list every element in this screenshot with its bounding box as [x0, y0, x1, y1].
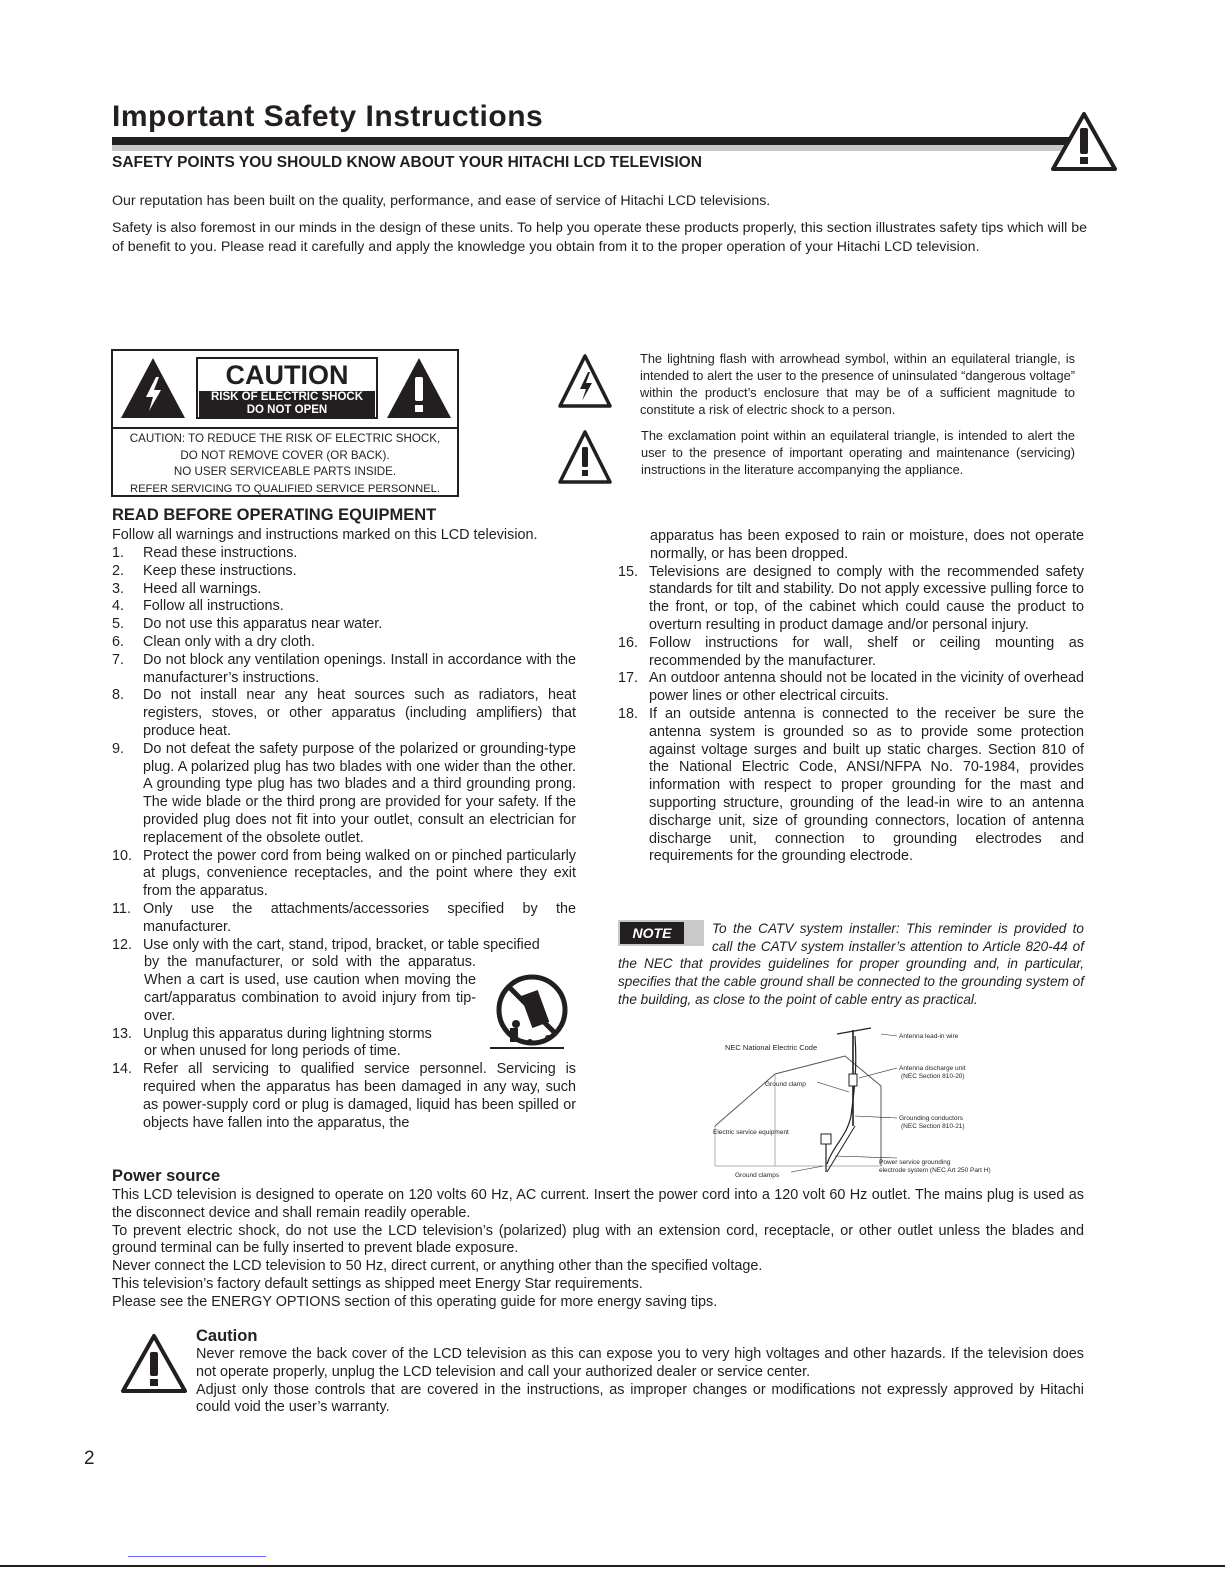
item-text: If an outside antenna is connected to the receiver be sure the antenna system is grounded so as to provide some protection against voltage surges and built up static charges. Section 810 of the National Electric Code, ANSI/NFPA No. 70-1984, provides information with respect to proper grounding for the mast and supporting structure, grounding of the lead-in wire to an antenna discharge unit, size of grounding connectors, location of antenna discharge unit, connection to grounding electrodes and requirements for the grounding electrode. — [649, 705, 1084, 865]
item-text: Unplug this apparatus during lightning storms — [143, 1025, 432, 1042]
item-number: 16. — [618, 634, 639, 651]
list-item — [112, 545, 576, 563]
list-item — [112, 687, 576, 740]
item-number: 10. — [112, 847, 133, 864]
caution-word: CAUTION — [225, 360, 349, 390]
power-line: This television’s factory default settings as shipped meet Energy Star requirements. — [112, 1275, 643, 1292]
caution-heading: Caution — [196, 1327, 258, 1345]
caution-word-box — [196, 357, 378, 419]
item-number: 8. — [112, 687, 125, 704]
caution-line: DO NOT REMOVE COVER (OR BACK). — [180, 448, 390, 462]
list-item — [112, 634, 576, 652]
power-line: Never connect the LCD television to 50 Hz, direct current, or anything other than the specified voltage. — [112, 1258, 763, 1275]
item-number: 3. — [112, 580, 125, 597]
list-item — [112, 616, 576, 634]
exclamation-symbol-icon — [557, 428, 613, 486]
list-item — [618, 564, 1084, 635]
list-item — [618, 706, 1084, 866]
item-text-continued: by the manufacturer, or sold with the apparatus. When a cart is used, use caution when moving the cart/apparatus combination to avoid injury from tip-over. — [144, 954, 476, 1024]
item-number: 13. — [112, 1025, 133, 1042]
warning-triangle-icon — [1050, 110, 1118, 172]
section-heading: READ BEFORE OPERATING EQUIPMENT — [112, 506, 437, 524]
instruction-list-continued — [618, 528, 1084, 866]
page-title: Important Safety Instructions — [112, 100, 544, 133]
item-text-continued: apparatus has been exposed to rain or moisture, does not operate normally, or has been dropped. — [650, 528, 1084, 562]
warning-triangle-icon — [120, 1332, 188, 1394]
item-text: Refer all servicing to qualified service personnel. Servicing is required when the apparatus has been damaged in any way, such as power-supply cord or plug is damaged, liquid has been spilled or objects have fallen into the apparatus, the — [143, 1061, 576, 1131]
intro-paragraph: Safety is also foremost in our minds in the design of these units. To help you operate these products properly, this section illustrates safety tips which will be of benefit to you. Please read it carefully and apply the knowledge you obtain from it to the proper operation of your Hitachi LCD television. — [112, 220, 1087, 255]
caution-line: NO USER SERVICEABLE PARTS INSIDE. — [173, 465, 397, 478]
caution-text — [196, 1346, 1084, 1417]
list-item — [112, 598, 576, 616]
diagram-label: Power service grounding — [879, 1159, 951, 1166]
item-text: Do not install near any heat sources such as radiators, heat registers, stoves, or other apparatus (including amplifiers) that produce heat. — [143, 687, 576, 739]
title-rule-shadow — [112, 145, 1072, 151]
item-text: Read these instructions. — [143, 545, 298, 561]
diagram-label: NEC National Electric Code — [725, 1043, 818, 1052]
item-text: Clean only with a dry cloth. — [143, 633, 315, 650]
diagram-label: electrode system (NEC Art 250 Part H) — [879, 1167, 991, 1174]
list-item — [112, 563, 576, 581]
note-badge-label: NOTE — [620, 922, 684, 944]
risk-line: RISK OF ELECTRIC SHOCK — [210, 391, 364, 403]
item-text: Protect the power cord from being walked on or pinched particularly at plugs, convenience receptacles, and the point where they exit from the apparatus. — [143, 847, 576, 900]
lightning-symbol-text: The lightning flash with arrowhead symbol, within an equilateral triangle, is intended to alert the user to the presence of uninsulated “dangerous voltage” within the product’s enclosure that may be of a sufficient magnitude to constitute a risk of electric shock to a person. — [640, 351, 1075, 417]
footer-link-line — [128, 1556, 266, 1557]
list-item — [112, 652, 576, 688]
bottom-rule — [0, 1565, 1225, 1567]
diagram-label: Ground clamps — [735, 1172, 780, 1179]
list-item — [112, 901, 576, 937]
list-item — [618, 635, 1084, 671]
lightning-symbol-icon — [557, 352, 613, 410]
diagram-label: Grounding conductors — [899, 1115, 963, 1122]
note-badge — [618, 920, 704, 946]
item-number: 1. — [112, 545, 125, 561]
diagram-label: Antenna discharge unit — [899, 1065, 966, 1072]
item-number: 9. — [112, 740, 125, 757]
cart-tip-over-warning-icon — [490, 972, 568, 1054]
item-text: Use only with the cart, stand, tripod, bracket, or table specified — [143, 936, 540, 953]
item-text: Only use the attachments/accessories specified by the manufacturer. — [143, 900, 576, 935]
caution-line: CAUTION: TO REDUCE THE RISK OF ELECTRIC SHOCK, — [129, 432, 441, 445]
risk-line: DO NOT OPEN — [246, 404, 328, 416]
caution-line: REFER SERVICING TO QUALIFIED SERVICE PERSONNEL. — [129, 482, 440, 495]
item-number: 5. — [112, 616, 125, 633]
diagram-label: (NEC Section 810-21) — [901, 1123, 965, 1130]
list-item — [112, 581, 576, 599]
item-number: 7. — [112, 651, 125, 668]
item-text: Follow all instructions. — [143, 598, 284, 615]
catv-note — [618, 920, 1084, 1009]
lightning-warning-icon — [119, 355, 187, 421]
caution-label — [111, 349, 459, 497]
list-item — [618, 670, 1084, 706]
item-text: An outdoor antenna should not be located in the vicinity of overhead power lines or other electrical circuits. — [649, 670, 1084, 705]
section-lead: Follow all warnings and instructions marked on this LCD television. — [112, 527, 538, 543]
antenna-grounding-diagram — [705, 1026, 995, 1182]
caution-paragraph: Never remove the back cover of the LCD television as this can expose you to very high voltages and other hazards. If the television does not operate properly, unplug the LCD television and call your authorized dealer or service center. — [196, 1346, 1084, 1380]
power-line: This LCD television is designed to operate on 120 volts 60 Hz, AC current. Insert the power cord into a 120 volt 60 Hz outlet. The mains plug is used as the disconnect device and shall remain readily operable. — [112, 1187, 1084, 1221]
diagram-label: Ground clamp — [765, 1081, 806, 1088]
item-number: 15. — [618, 563, 639, 580]
item-text: Do not use this apparatus near water. — [143, 616, 383, 633]
subtitle: SAFETY POINTS YOU SHOULD KNOW ABOUT YOUR HITACHI LCD TELEVISION — [112, 154, 702, 171]
item-text: Follow instructions for wall, shelf or ceiling mounting as recommended by the manufacturer. — [649, 634, 1084, 669]
exclamation-symbol-text: The exclamation point within an equilateral triangle, is intended to alert the user to the presence of important operating and maintenance (servicing) instructions in the literature accompanying the appliance. — [641, 428, 1075, 477]
list-item — [112, 741, 576, 848]
item-number: 11. — [112, 900, 131, 917]
title-rule — [112, 137, 1072, 145]
item-text: Televisions are designed to comply with the recommended safety standards for tilt and stability. Do not apply excessive pulling force to the front, or top, of the cabinet which could cause the product to overturn resulting in product damage and/or personal injury. — [649, 563, 1084, 633]
item-text: Keep these instructions. — [143, 562, 297, 579]
list-item — [112, 1061, 576, 1132]
power-line: To prevent electric shock, do not use the LCD television’s (polarized) plug with an extension cord, receptacle, or other outlet unless the blades and ground terminal can be fully inserted to prevent blade exposure. — [112, 1222, 1084, 1257]
diagram-label: Electric service equipment — [713, 1129, 789, 1136]
item-number: 6. — [112, 633, 125, 650]
caution-paragraph: Adjust only those controls that are covered in the instructions, as improper changes or modifications not expressly approved by Hitachi could void the user’s warranty. — [196, 1381, 1084, 1416]
list-item — [112, 937, 576, 955]
risk-banner — [199, 391, 375, 417]
item-text-continued: or when unused for long periods of time. — [144, 1043, 401, 1060]
item-number: 18. — [618, 705, 639, 722]
item-text: Heed all warnings. — [143, 580, 262, 597]
intro-paragraph: Our reputation has been built on the quality, performance, and ease of service of Hitachi LCD televisions. — [112, 193, 771, 209]
item-number: 2. — [112, 562, 125, 579]
exclamation-warning-icon — [385, 355, 453, 421]
item-text: Do not defeat the safety purpose of the polarized or grounding-type plug. A polarized plug has two blades with one wider than the other. A grounding type plug has two blades and a third grounding prong. The wide blade or the third prong are provided for your safety. If the provided plug does not fit into your outlet, consult an electrician for replacement of the obsolete outlet. — [143, 740, 576, 846]
note-text: To the CATV system installer: This reminder is provided to call the CATV system installer’s attention to Article 820-44 of the NEC that provides guidelines for proper grounding and, in particular, specifies that the cable ground shall be connected to the grounding system of the building, as close to the point of cable entry as practical. — [618, 921, 1084, 1007]
item-number: 14. — [112, 1061, 133, 1078]
power-line: Please see the ENERGY OPTIONS section of this operating guide for more energy saving tips. — [112, 1293, 718, 1310]
item-number: 17. — [618, 670, 639, 687]
caution-label-text — [113, 431, 457, 497]
item-text: Do not block any ventilation openings. Install in accordance with the manufacturer’s instructions. — [143, 651, 576, 686]
item-number: 12. — [112, 936, 133, 953]
section-heading: Power source — [112, 1167, 221, 1185]
list-item — [112, 848, 576, 901]
power-source-text — [112, 1187, 1084, 1312]
diagram-label: Antenna lead-in wire — [899, 1033, 959, 1040]
page-number: 2 — [84, 1448, 95, 1469]
diagram-label: (NEC Section 810-20) — [901, 1073, 965, 1080]
item-number: 4. — [112, 598, 125, 615]
